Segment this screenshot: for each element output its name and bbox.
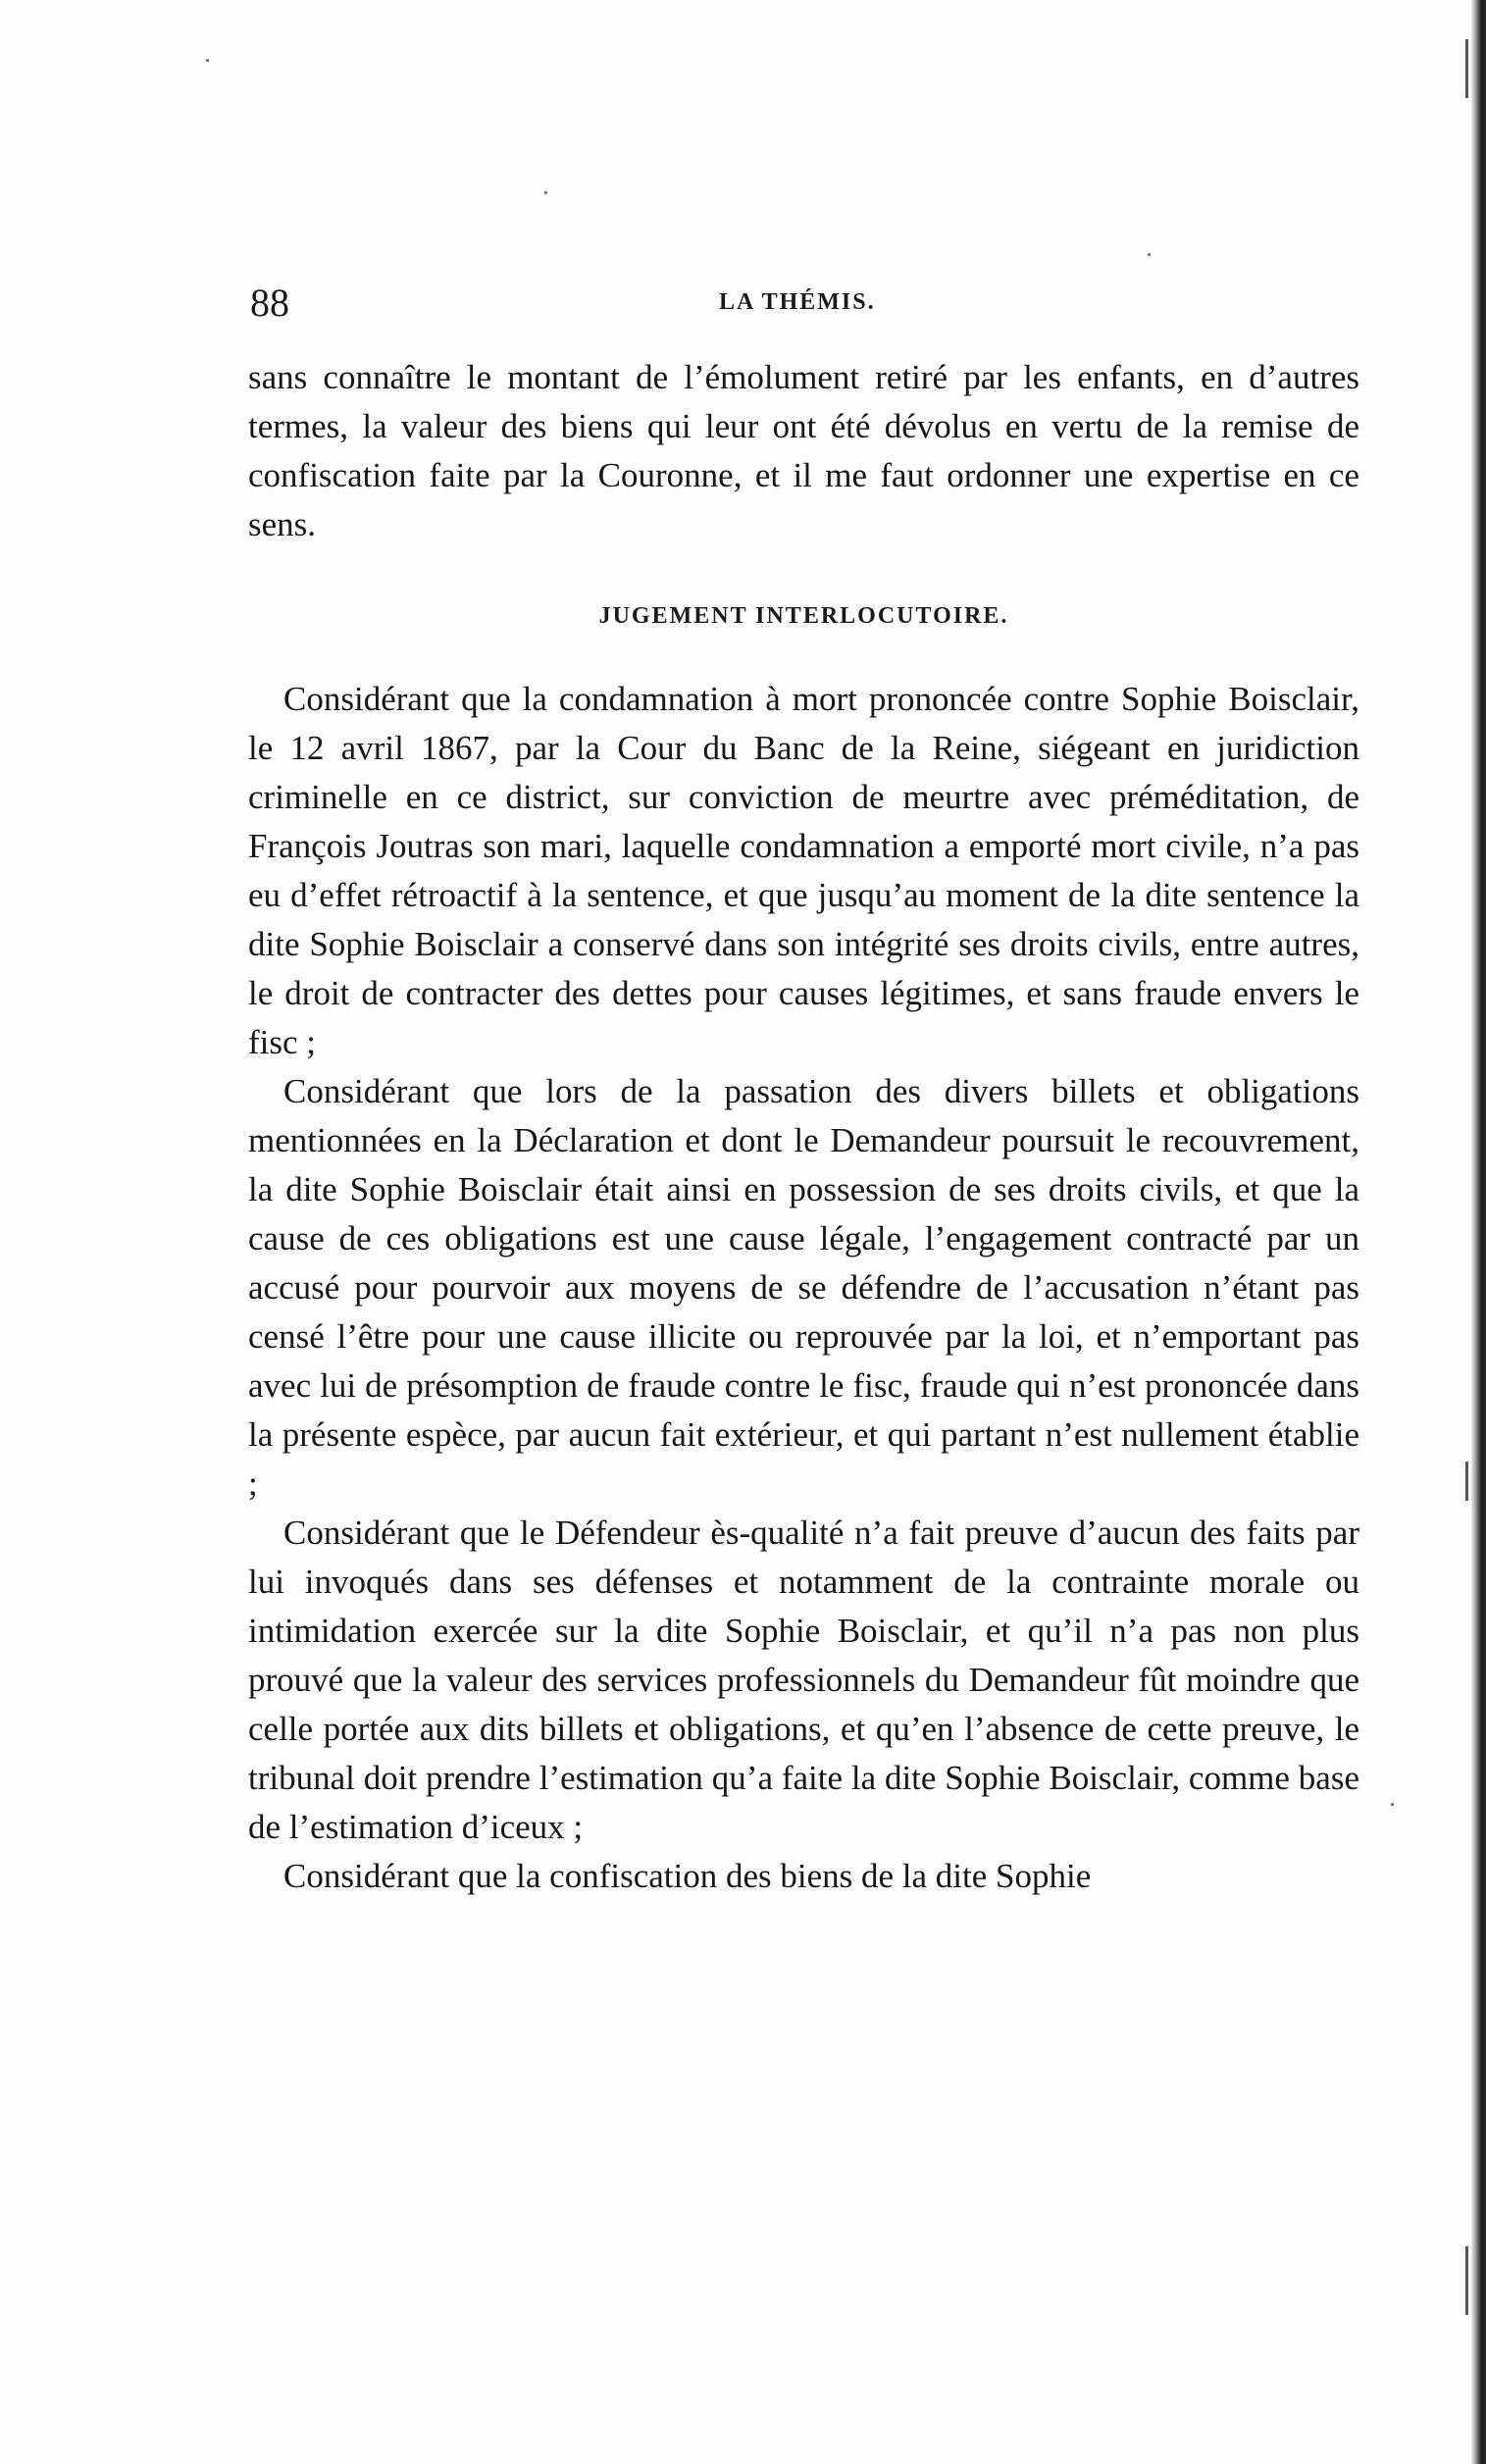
- edge-mark: [1465, 39, 1468, 98]
- page-binding-edge: [1470, 0, 1486, 2464]
- page-number: 88: [250, 281, 289, 325]
- paragraph: Considérant que lors de la passation des divers billets et obligations mentionnées en la Déclaration et dont le Demandeur poursuit le recouvrement, la dite Sophie Boisclair était ainsi en possession de ses droits civils, et que la cause de ces obligations est une cause légale, l’engagement contracté par un accusé pour pourvoir aux moyens de se défendre de l’accusation n’étant pas censé l’être pour une cause illicite ou reprouvée par la loi, et n’emportant pas avec lui de présomption de fraude contre le fisc, fraude qui n’est prononcée dans la présente espèce, par aucun fait extérieur, et qui partant n’est nullement établie ;: [248, 1072, 1359, 1503]
- intro-paragraph-block: [248, 353, 1359, 549]
- section-heading: JUGEMENT INTERLOCUTOIRE.: [598, 603, 1009, 629]
- judgment-body: [248, 675, 1359, 1901]
- scan-speck: [544, 191, 547, 194]
- paragraph: Considérant que la confiscation des biens de la dite Sophie: [283, 1857, 1092, 1895]
- scan-speck: [1148, 253, 1151, 256]
- scan-speck: [1391, 1803, 1394, 1806]
- edge-mark: [1465, 1462, 1468, 1501]
- edge-mark: [1465, 2246, 1468, 2315]
- paragraph: Considérant que la condamnation à mort prononcée contre Sophie Boisclair, le 12 avril 1867, par la Cour du Banc de la Reine, siégeant en juridiction criminelle en ce district, sur conviction de meurtre avec préméditation, de François Joutras son mari, laquelle condamnation a emporté mort civile, n’a pas eu d’effet rétroactif à la sentence, et que jusqu’au moment de la dite sentence la dite Sophie Boisclair a conservé dans son intégrité ses droits civils, entre autres, le droit de contracter des dettes pour causes légitimes, et sans fraude envers le fisc ;: [248, 680, 1359, 1061]
- scan-speck: [206, 59, 209, 62]
- running-header: [250, 280, 1358, 329]
- running-title: LA THÉMIS.: [719, 289, 876, 315]
- intro-paragraph: sans connaître le montant de l’émolument retiré par les enfants, en d’autres termes, la valeur des biens qui leur ont été dévolus en vertu de la remise de confiscation faite par la Couronne, et il me faut ordonner une expertise en ce sens.: [248, 358, 1359, 543]
- paragraph: Considérant que le Défendeur ès-qualité n’a fait preuve d’aucun des faits par lui invoqués dans ses défenses et notamment de la contrainte morale ou intimidation exercée sur la dite Sophie Boisclair, et qu’il n’a pas non plus prouvé que la valeur des services professionnels du Demandeur fût moindre que celle portée aux dits billets et obligations, et qu’en l’absence de cette preuve, le tribunal doit prendre l’estimation qu’a faite la dite Sophie Boisclair, comme base de l’estimation d’iceux ;: [248, 1514, 1359, 1846]
